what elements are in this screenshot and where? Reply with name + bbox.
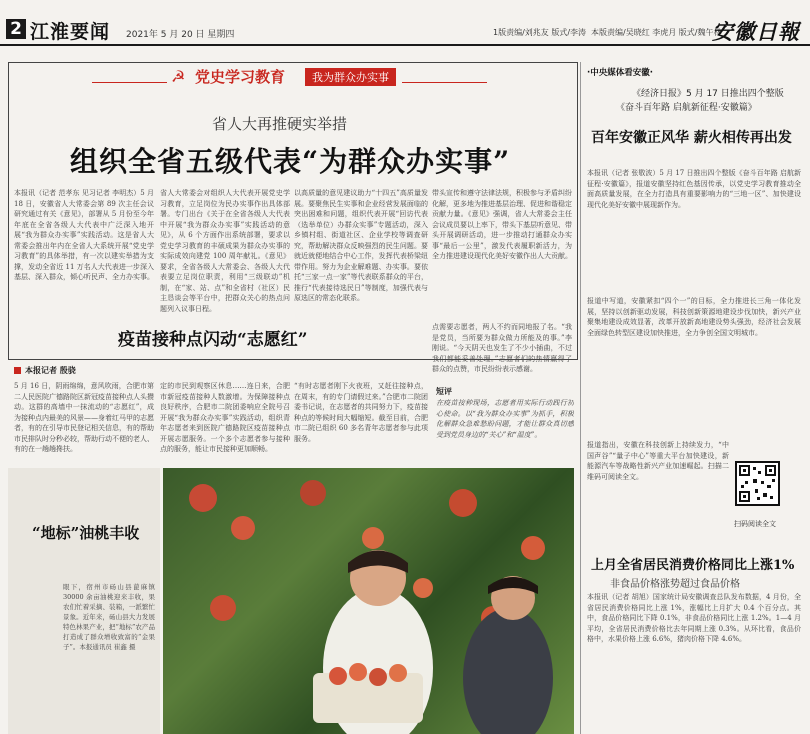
qr-code-icon[interactable]: [735, 461, 780, 506]
vaccine-body-col-2: 定的市民到观察区休息……连日来，合肥市新冠疫苗接种人数激增。为保障接种点良好秩序，合肥市二院团委响应全院号召开展“我为群众办实事”实践活动，组织青年志愿者来到医院广德路院区疫苗接种点开展志愿服务。一个多个志愿者参与接种点的服务，能让市民接种更加顺畅。: [160, 382, 290, 453]
qr-pattern: [737, 463, 778, 504]
lead-body-col-2: 省人大常委会对组织人大代表开展党史学习教育，立足岗位为民办实事作出具体部署。专门出台《关于在全省各级人大代表中开展“我为群众办实事”实践活动的意见》，从 6 个方面作出系统部署，要求以党史学习教育的丰硕成果为群众办实事的实际成效向建党 100 周年献礼。《意见》要求，全省各级人大常委会、各级人大代表要立足岗位职责，利用“三级联动”机制，在“家、站、点”和全省村（社区）民主恳谈会等平台中，把群众关心的热点问题列入议事日程。: [160, 189, 290, 313]
photo-illustration: [163, 468, 574, 734]
cpi-headline: 上月全省居民消费价格同比上涨1%: [591, 558, 795, 573]
decorative-rule: [92, 82, 167, 83]
short-commentary-label: 短评: [436, 387, 452, 396]
short-commentary-text: 在疫苗接种现场，志愿者用实际行动践行初心使命。以“我为群众办实事”为抓手，积极化解群众急难愁盼问题，才能让群众真切感受到党员身边的“关心”和“温度”。: [436, 399, 574, 439]
qr-caption: 扫码阅读全文: [734, 520, 776, 528]
cpi-subheadline: 非食品价格涨势超过食品价格: [610, 579, 740, 590]
lead-body-col-1: 本报讯（记者 范孝东 见习记者 李明杰）5 月 18 日，安徽省人大常委会第 89 次主任会议研究通过有关《意见》，部署从 5 月份至今年年底在全省各级人大代表中广泛深入地开展“我为群众办实事”实践活动。这是省人大常委会推出年内在全省人大系统开展“党史学习教育”的具体举措，有一次以建实举措为支撑，发动全省近 11 万名人大代表进一步深入基层、深入群众，倾心听民声、全力办实事。: [14, 189, 154, 281]
right-body-3: 报道指出，安徽在科技创新上持续发力，“中国声谷”“量子中心”等重大平台加快建设，新能源汽车等战略性新兴产业加速崛起。扫描二维码可阅读全文。: [587, 441, 729, 481]
lead-body-col-3: 以高质量的意见建议助力“十四五”高质量发展。要聚焦民生实事和企业经营发展面临的突出困难和问题，组织代表开展“回访代表（选举单位）办群众实事”专题活动，深入乡镇村组、街道社区、企业学校等调查研究，帮助解决群众反映强烈的民生问题。要就近就便地结合中心工作，发挥代表桥梁纽带作用。努力为企业解难题、办实事。要依托“三家一点一家”等代表联系群众的平台，推行“代表接待选民日”等制度，加强代表与原选区的常态化联系。: [294, 189, 428, 302]
editor-credit-1: 1版责编/刘兆友 版式/李涛: [493, 28, 587, 37]
newspaper-logo: 安徽日報: [712, 19, 800, 44]
right-body-1: 本报讯（记者 张敬波）5 月 17 日推出四个整版《奋斗百年路 启航新征程·安徽篇》，报道安徽坚持红色基因传承，以党史学习教育推动全面高质量发展，在全力打造具有重要影响力的“三地一区”、加快建设现代化美好安徽中展现新作为。: [587, 169, 801, 209]
section-title: 江淮要闻: [30, 21, 111, 43]
vaccine-body-col-4: 点需要志愿者，两人不约而同地报了名。“我是党员，当所要为群众做力所能及的事。”李刚说。“今天阴天也发生了不少小插曲，不过我们都能妥善处理。”志愿者们的热情赢得了群众的点赞，市民纷纷表示感谢。: [432, 323, 572, 373]
page-number: 2: [6, 19, 26, 39]
media-line-1: 《经济日报》5 月 17 日推出四个整版: [632, 89, 784, 99]
right-headline: 百年安徽正风华 薪火相传再出发: [591, 130, 792, 146]
issue-date: 2021年 5 月 20 日 星期四: [126, 30, 235, 40]
photo-headline: “地标”油桃丰收: [32, 524, 140, 542]
vaccine-body-col-3: “有时志愿者刚下火夜班，又赶往接种点，在周末，有的专门请假过来。”合肥市二院团委书记说，在志愿者的共同努力下，疫苗接种点的等候时间大幅缩短。截至目前，合肥市二院已组织 60 多名青年志愿者参与此项服务。: [294, 382, 428, 443]
peach-harvest-photo: [163, 468, 574, 734]
editor-credit-2: 本版责编/吴晓红 李虎月 版式/魏午林: [591, 28, 722, 37]
column-tag: 我为群众办实事: [305, 68, 396, 86]
media-line-2: 《奋斗百年路 启航新征程·安徽篇》: [616, 103, 757, 113]
lead-body-col-4: 带头宣传和遵守法律法规，积极参与矛盾纠纷化解，更多地为推进基层治理、促进和谐稳定贡献力量。《意见》强调，省人大常委会主任会议成员要以上率下，带头下基层听意见、带头开展调研活动，进一步推动打通群众办实事“最后一公里”，激发代表履职新活力，为全力推进建设现代化美好安徽作出人大贡献。: [432, 189, 572, 260]
page-header: [0, 0, 810, 46]
media-column-title: ·中央媒体看安徽·: [587, 68, 653, 78]
party-emblem-icon: ☭: [171, 67, 186, 86]
vaccine-byline: 本报记者 殷骁: [14, 365, 76, 376]
photo-caption: 眼下，宿州市砀山县蓖麻镇 30000 余亩油桃迎来丰收，果农们忙着采摘、装箱，一派繁忙景象。近年来，砀山县大力发展特色林果产业，把“地标”农产品打造成了群众增收致富的“金果子”。本报通讯员 崔鑫 摄: [63, 583, 155, 651]
decorative-rule: [402, 82, 487, 83]
cpi-body: 本报讯（记者 胡旭）国家统计局安徽调查总队发布数据，4 月份，全省居民消费价格同比上涨 1%，涨幅比上月扩大 0.4 个百分点。其中，食品价格同比下降 0.1%，非食品价格同比上涨 1.2%。1—4 月平均，全省居民消费价格比去年同期上涨 0.3%。从环比看，食品价格中，水果价格上涨 6.6%，猪肉价格下降 4.6%。: [587, 593, 801, 643]
lead-headline: 组织全省五级代表“为群众办实事”: [70, 145, 511, 178]
lead-kicker: 省人大再推硬实举措: [212, 115, 348, 133]
right-body-2: 报道中写道，安徽紧扣“四个一”的目标，全力推进长三角一体化发展，坚持以创新驱动发展，科技创新策源地建设步伐加快，新兴产业聚集地建设成效显著，改革开放新高地建设势头强劲，经济社会发展全面绿色转型区建设加快推进，全力争创全国文明城市。: [587, 297, 801, 337]
column-name: 党史学习教育: [195, 68, 286, 86]
vaccine-body-col-1: 5 月 16 日，阴雨绵绵，意风吹雨，合肥市第二人民医院广德路院区新冠疫苗接种点人头攒动。这群的高墙中一抹流动的“志愿红”，成为接种点内最美的风景——身着红马甲的志愿者，有的在引导市民登记相关信息，有的帮助市民排队时分秒必较，帮助行动不便的老人、有的在一趟趟搀扶。: [14, 382, 154, 453]
vaccine-headline: 疫苗接种点闪动“志愿红”: [118, 330, 308, 350]
